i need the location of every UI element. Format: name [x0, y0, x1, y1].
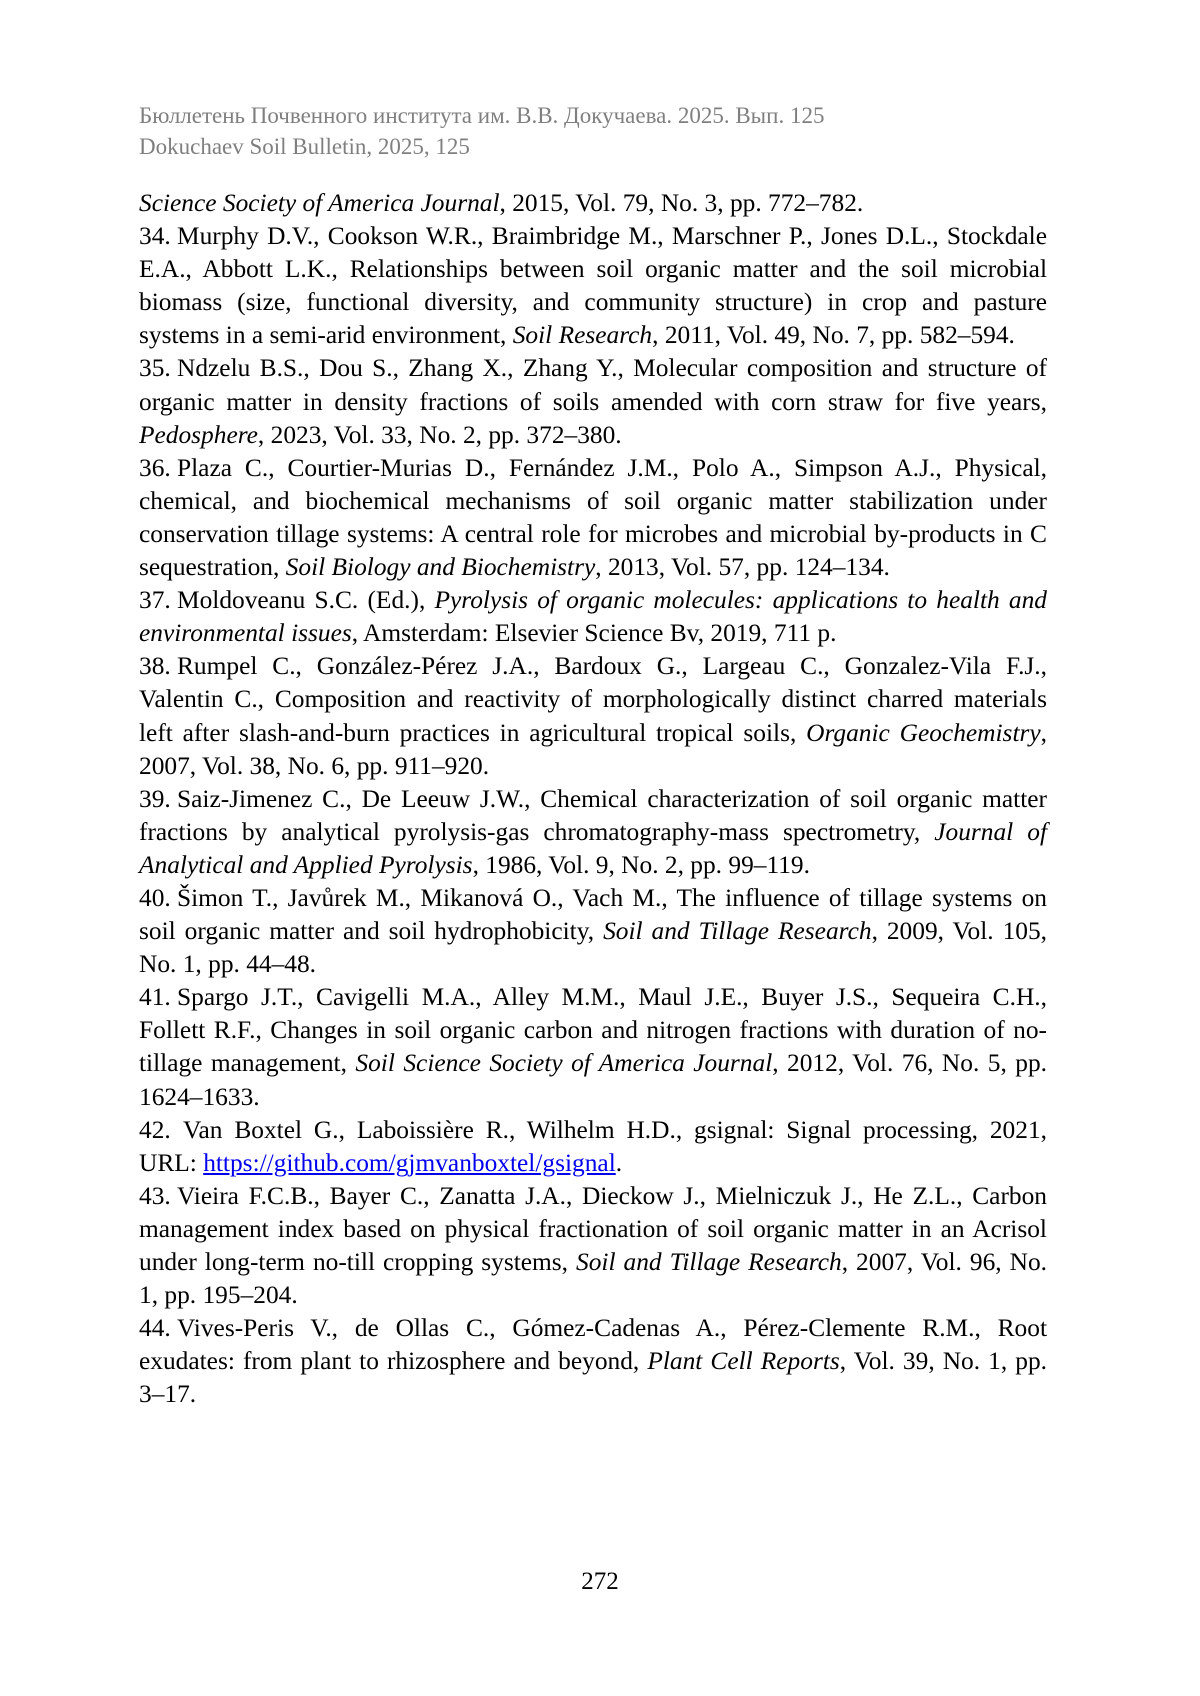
reference-40 [139, 882, 1047, 981]
reference-number: 44. [139, 1314, 171, 1343]
reference-number: 40. [139, 883, 171, 912]
reference-number: 34. [139, 222, 171, 251]
reference-number: 37. [139, 586, 171, 615]
reference-number: 36. [139, 453, 171, 482]
reference-details: , 1986, Vol. 9, No. 2, pp. 99–119. [472, 850, 810, 879]
reference-journal: Organic Geochemistry [806, 718, 1041, 747]
reference-journal: Soil Science Society of America Journal [355, 1049, 773, 1078]
reference-details: , 2015, Vol. 79, No. 3, pp. 772–782. [499, 189, 864, 217]
reference-details: , 2023, Vol. 33, No. 2, pp. 372–380. [257, 420, 622, 449]
reference-text: Plaza C., Courtier-Murias D., Fernández J.M., Polo A., Simpson A.J., Physical, chemical, and biochemical mechanisms of soil organic matter stabilization under conservation tillage systems: A central role for microbes and microbial by-products in C sequestration, [139, 453, 1047, 582]
reference-text: Saiz-Jimenez C., De Leeuw J.W., Chemical characterization of soil organic matter fractions by analytical pyrolysis-gas chromatography-mass spectrometry, [139, 784, 1047, 846]
reference-number: 43. [139, 1181, 171, 1210]
reference-journal: Plant Cell Reports [647, 1347, 840, 1376]
reference-number: 35. [139, 354, 171, 383]
reference-44 [139, 1312, 1047, 1411]
reference-number: 38. [139, 652, 171, 681]
reference-url-link[interactable]: https://github.com/gjmvanboxtel/gsignal [203, 1148, 616, 1177]
reference-journal: Journal of Analytical and Applied Pyrolysis [139, 817, 1047, 879]
reference-journal: Science Society of America Journal [139, 189, 500, 217]
reference-39 [139, 783, 1047, 882]
reference-number: 41. [139, 983, 171, 1012]
reference-text: Ndzelu B.S., Dou S., Zhang X., Zhang Y., Molecular composition and structure of organic matter in density fractions of soils amended with corn straw for five years, [139, 354, 1047, 416]
reference-details: , 2013, Vol. 57, pp. 124–134. [595, 553, 890, 582]
reference-41 [139, 981, 1047, 1113]
running-header [139, 100, 1069, 162]
reference-details: , 2012, Vol. 76, No. 5, pp. 1624–1633. [139, 1049, 1047, 1111]
reference-text: Spargo J.T., Cavigelli M.A., Alley M.M., Maul J.E., Buyer J.S., Sequeira C.H., Follett R.F., Changes in soil organic carbon and nitrogen fractions with duration of no-tillage management, [139, 983, 1047, 1078]
reference-journal: Soil and Tillage Research [603, 917, 872, 946]
reference-35 [139, 352, 1047, 451]
reference-34 [139, 220, 1047, 352]
reference-journal: Soil Biology and Biochemistry [285, 553, 596, 582]
reference-journal: Pedosphere [139, 420, 258, 449]
reference-text: Rumpel C., González-Pérez J.A., Bardoux G., Largeau C., Gonzalez-Vila F.J., Valentin C., Composition and reactivity of morphologically distinct charred materials left after slash-and-burn practices in agricultural tropical soils, [139, 652, 1047, 747]
reference-book-title: Pyrolysis of organic molecules: applications to health and environmental issues [139, 586, 1047, 648]
reference-details: , 2009, Vol. 105, No. 1, pp. 44–48. [139, 917, 1048, 979]
reference-33-continuation [139, 187, 1047, 220]
header-line-en: Dokuchaev Soil Bulletin, 2025, 125 [139, 134, 470, 159]
reference-text: Vieira F.C.B., Bayer C., Zanatta J.A., Dieckow J., Mielniczuk J., He Z.L., Carbon management index based on physical fractionation of soil organic matter in an Acrisol under long-term no-till cropping systems, [139, 1181, 1047, 1276]
reference-36 [139, 452, 1047, 584]
reference-43 [139, 1180, 1047, 1312]
reference-42 [139, 1114, 1047, 1180]
header-line-ru: Бюллетень Почвенного института им. В.В. Докучаева. 2025. Вып. 125 [139, 103, 825, 128]
page-number: 272 [581, 1568, 619, 1595]
reference-details: , Amsterdam: Elsevier Science Bv, 2019, 711 p. [351, 619, 837, 648]
reference-text: Šimon T., Javůrek M., Mikanová O., Vach M., The influence of tillage systems on soil organic matter and soil hydrophobicity, [139, 883, 1047, 946]
reference-38 [139, 650, 1047, 782]
reference-details: , Vol. 39, No. 1, pp. 3–17. [139, 1347, 1047, 1409]
reference-text: Moldoveanu S.C. (Ed.), [177, 586, 435, 615]
reference-details: , 2007, Vol. 38, No. 6, pp. 911–920. [139, 718, 1048, 780]
reference-text: Vives-Peris V., de Ollas C., Gómez-Cadenas A., Pérez-Clemente R.M., Root exudates: from plant to rhizosphere and beyond, [139, 1314, 1047, 1376]
reference-journal: Soil Research [512, 321, 653, 350]
reference-37 [139, 584, 1047, 650]
reference-details: , 2007, Vol. 96, No. 1, pp. 195–204. [139, 1248, 1048, 1310]
reference-text: Van Boxtel G., Laboissière R., Wilhelm H.D., gsignal: Signal processing, 2021, URL: [139, 1115, 1047, 1177]
reference-number: 39. [139, 784, 171, 813]
reference-list [139, 187, 1047, 1411]
reference-text: Murphy D.V., Cookson W.R., Braimbridge M., Marschner P., Jones D.L., Stockdale E.A., Abbott L.K., Relationships between soil organic matter and the soil microbial biomass (size, functional diversity, and community structure) in crop and pasture systems in a semi-arid environment, [139, 222, 1047, 350]
reference-details: . [615, 1148, 623, 1177]
reference-details: , 2011, Vol. 49, No. 7, pp. 582–594. [652, 321, 1015, 350]
reference-number: 42. [139, 1115, 171, 1144]
reference-journal: Soil and Tillage Research [576, 1248, 842, 1276]
